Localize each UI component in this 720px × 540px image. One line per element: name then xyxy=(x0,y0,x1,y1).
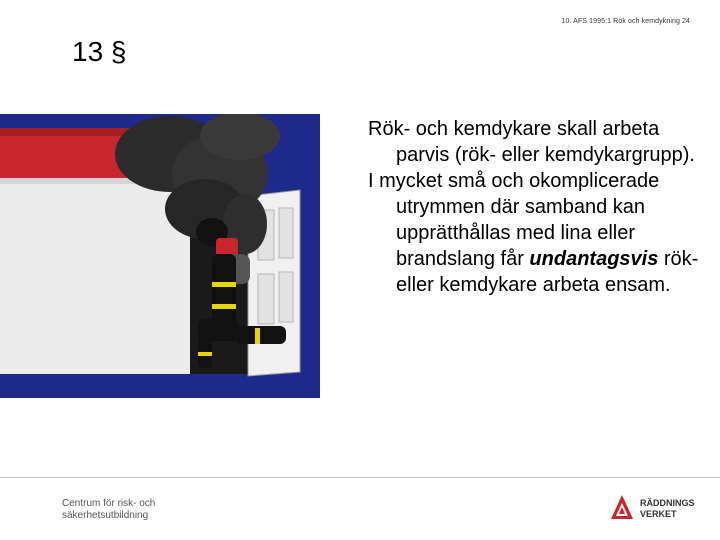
logo-text xyxy=(640,498,695,520)
slide-body xyxy=(368,116,708,298)
slide-title: 13 § xyxy=(72,36,127,67)
footer-org-line1: Centrum för risk- och xyxy=(62,498,156,509)
logo-line2: VERKET xyxy=(640,509,677,519)
paragraph-exception xyxy=(368,168,708,298)
header-reference: 10. AFS 1995:1 Rök och kemdykning 24 xyxy=(561,18,690,25)
paragraph-exception-tail: rök- eller kemdykare arbeta ensam. xyxy=(396,248,699,296)
footer-organization xyxy=(62,498,155,522)
paragraph-pairs-rule: Rök- och kemdykare skall arbeta parvis (rök- eller kemdykargrupp). xyxy=(368,118,695,166)
footer-org-line2: säkerhetsutbildning xyxy=(62,510,149,521)
logo-line1: RÄDDNINGS xyxy=(640,498,695,508)
emphasis-undantagsvis: undantagsvis xyxy=(529,248,659,270)
paragraph-exception-text: I mycket små och okomplicerade utrymmen där samband kan upprätthållas med lina eller brandslang får xyxy=(368,170,660,270)
raddningsverket-logo-icon xyxy=(610,494,634,520)
footer-divider xyxy=(0,477,720,478)
firefighter-illustration xyxy=(0,114,320,398)
